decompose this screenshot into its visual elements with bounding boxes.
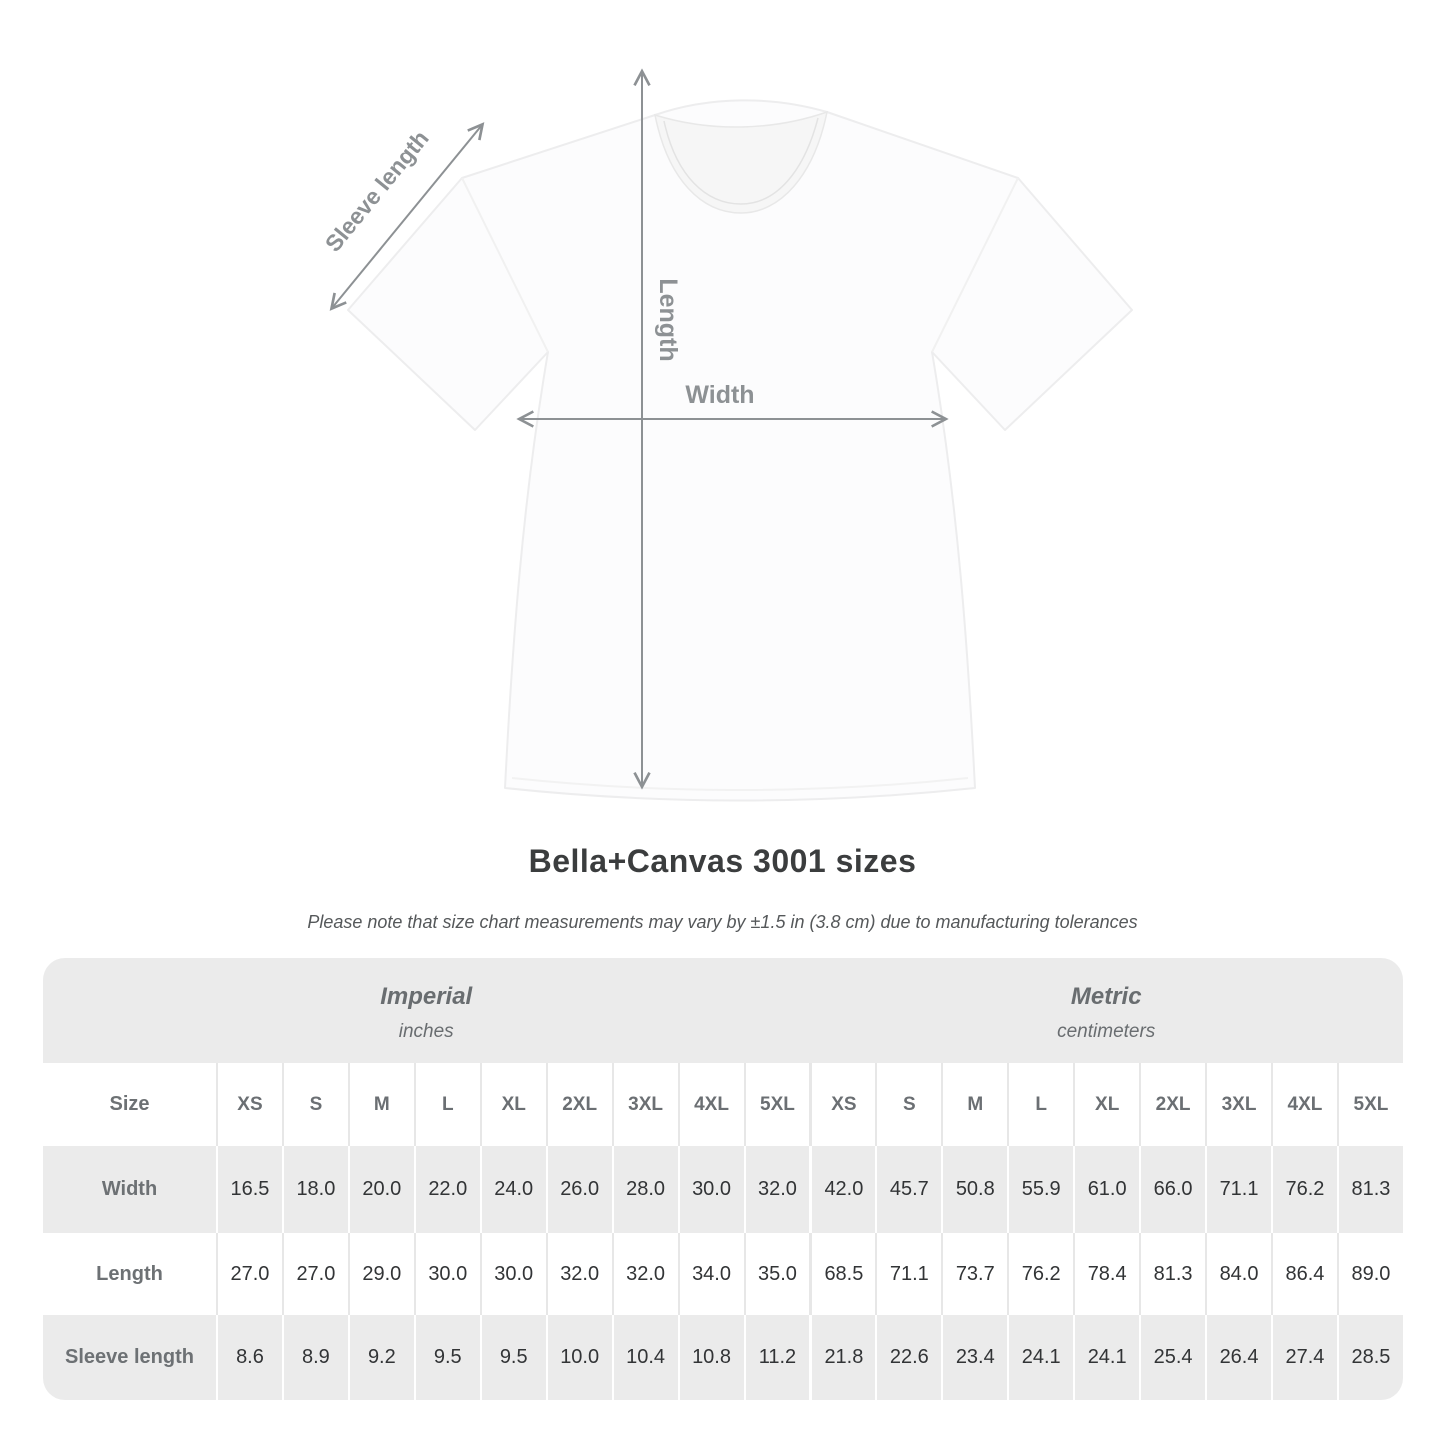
value-cell: 9.2 — [348, 1315, 414, 1400]
size-cell: 2XL — [546, 1063, 612, 1146]
tshirt-image — [348, 100, 1132, 800]
measurement-label: Length — [43, 1233, 216, 1315]
size-header-row — [43, 1063, 1403, 1146]
size-cell: S — [875, 1063, 941, 1146]
value-cell: 28.5 — [1337, 1315, 1403, 1400]
value-cell: 22.0 — [414, 1146, 480, 1233]
size-cell: XS — [216, 1063, 282, 1146]
unit-section-header-row — [43, 958, 1403, 1063]
value-cell: 50.8 — [941, 1146, 1007, 1233]
value-cell: 8.9 — [282, 1315, 348, 1400]
section-header-imperial — [43, 958, 809, 1063]
value-cell: 28.0 — [612, 1146, 678, 1233]
value-cell: 21.8 — [809, 1315, 875, 1400]
value-cell: 78.4 — [1073, 1233, 1139, 1315]
section-header-metric — [809, 958, 1403, 1063]
value-cell: 25.4 — [1139, 1315, 1205, 1400]
value-cell: 42.0 — [809, 1146, 875, 1233]
value-cell: 26.0 — [546, 1146, 612, 1233]
value-cell: 34.0 — [678, 1233, 744, 1315]
size-cell: XL — [480, 1063, 546, 1146]
value-cell: 32.0 — [546, 1233, 612, 1315]
value-cell: 24.1 — [1073, 1315, 1139, 1400]
value-cell: 45.7 — [875, 1146, 941, 1233]
value-cell: 9.5 — [480, 1315, 546, 1400]
section-title: Imperial — [380, 982, 473, 1010]
measurement-row-width — [43, 1146, 1403, 1233]
measurement-row-sleeve-length — [43, 1315, 1403, 1400]
size-cell: XL — [1073, 1063, 1139, 1146]
value-cell: 55.9 — [1007, 1146, 1073, 1233]
value-cell: 11.2 — [744, 1315, 810, 1400]
size-cell: M — [348, 1063, 414, 1146]
measurement-row-length — [43, 1233, 1403, 1315]
value-cell: 18.0 — [282, 1146, 348, 1233]
value-cell: 61.0 — [1073, 1146, 1139, 1233]
size-cell: L — [414, 1063, 480, 1146]
section-title: Metric — [1070, 982, 1142, 1010]
page-title: Bella+Canvas 3001 sizes — [528, 843, 917, 879]
value-cell: 20.0 — [348, 1146, 414, 1233]
length-label: Length — [654, 278, 682, 362]
size-cell: M — [941, 1063, 1007, 1146]
value-cell: 27.0 — [282, 1233, 348, 1315]
value-cell: 84.0 — [1205, 1233, 1271, 1315]
size-cell: S — [282, 1063, 348, 1146]
value-cell: 76.2 — [1271, 1146, 1337, 1233]
value-cell: 30.0 — [414, 1233, 480, 1315]
value-cell: 24.1 — [1007, 1315, 1073, 1400]
value-cell: 35.0 — [744, 1233, 810, 1315]
value-cell: 23.4 — [941, 1315, 1007, 1400]
value-cell: 29.0 — [348, 1233, 414, 1315]
measurement-label: Width — [43, 1146, 216, 1233]
size-cell: 5XL — [744, 1063, 810, 1146]
value-cell: 9.5 — [414, 1315, 480, 1400]
size-cell: XS — [809, 1063, 875, 1146]
size-cell: 4XL — [678, 1063, 744, 1146]
value-cell: 86.4 — [1271, 1233, 1337, 1315]
value-cell: 22.6 — [875, 1315, 941, 1400]
value-cell: 71.1 — [875, 1233, 941, 1315]
value-cell: 26.4 — [1205, 1315, 1271, 1400]
size-table-container — [43, 958, 1403, 1400]
value-cell: 30.0 — [678, 1146, 744, 1233]
sleeve-length-label: Sleeve length — [319, 125, 434, 257]
size-cell: 2XL — [1139, 1063, 1205, 1146]
section-unit: inches — [398, 1020, 454, 1042]
value-cell: 24.0 — [480, 1146, 546, 1233]
value-cell: 16.5 — [216, 1146, 282, 1233]
value-cell: 76.2 — [1007, 1233, 1073, 1315]
value-cell: 32.0 — [744, 1146, 810, 1233]
value-cell: 81.3 — [1337, 1146, 1403, 1233]
size-cell: 5XL — [1337, 1063, 1403, 1146]
value-cell: 30.0 — [480, 1233, 546, 1315]
value-cell: 81.3 — [1139, 1233, 1205, 1315]
measurement-label: Sleeve length — [43, 1315, 216, 1400]
size-header-label: Size — [43, 1063, 216, 1146]
width-label: Width — [685, 381, 755, 409]
size-cell: 4XL — [1271, 1063, 1337, 1146]
size-cell: 3XL — [612, 1063, 678, 1146]
value-cell: 8.6 — [216, 1315, 282, 1400]
value-cell: 32.0 — [612, 1233, 678, 1315]
tolerance-note: Please note that size chart measurements may vary by ±1.5 in (3.8 cm) due to manufacturing tolerances — [307, 912, 1138, 932]
section-unit: centimeters — [1057, 1020, 1156, 1042]
value-cell: 68.5 — [809, 1233, 875, 1315]
value-cell: 10.4 — [612, 1315, 678, 1400]
value-cell: 71.1 — [1205, 1146, 1271, 1233]
value-cell: 10.8 — [678, 1315, 744, 1400]
value-cell: 89.0 — [1337, 1233, 1403, 1315]
size-cell: 3XL — [1205, 1063, 1271, 1146]
value-cell: 66.0 — [1139, 1146, 1205, 1233]
value-cell: 27.0 — [216, 1233, 282, 1315]
value-cell: 10.0 — [546, 1315, 612, 1400]
size-table — [43, 958, 1403, 1400]
size-cell: L — [1007, 1063, 1073, 1146]
value-cell: 27.4 — [1271, 1315, 1337, 1400]
value-cell: 73.7 — [941, 1233, 1007, 1315]
